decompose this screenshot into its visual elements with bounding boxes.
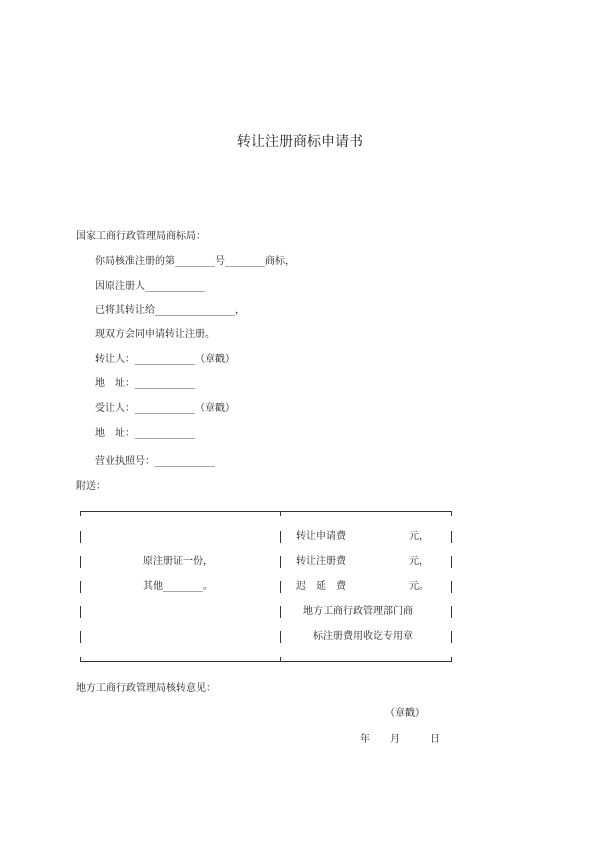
fee-unit: 元， [409, 531, 429, 542]
form-line: 营业执照号：____________ [95, 456, 215, 467]
fee-label: 转让注册费 [296, 556, 346, 567]
fee-label: 迟 延 费 [296, 581, 346, 592]
stamp-note: 地方工商行政管理部门商 [303, 606, 413, 617]
fee-label: 转让申请费 [296, 531, 346, 542]
attachment-item: 原注册证一份， [143, 556, 213, 567]
addressee: 国家工商行政管理局商标局： [76, 231, 206, 242]
date-line: 年 月 日 [360, 734, 440, 745]
form-line: 地 址：____________ [95, 428, 195, 439]
form-line: 已将其转让给________________， [95, 305, 245, 316]
fee-unit: 元， [409, 556, 429, 567]
stamp-mark: （章戳） [385, 708, 425, 719]
stamp-note: 标注册费用收讫专用章 [313, 631, 413, 642]
form-line: 你局核准注册的第________号________商标， [95, 256, 295, 267]
document-title: 转让注册商标申请书 [237, 134, 363, 150]
form-line: 转让人：____________（章戳） [95, 354, 235, 365]
fee-unit: 元。 [409, 581, 429, 592]
form-line: 受让人：____________（章戳） [95, 403, 235, 414]
form-line: 因原注册人____________ [95, 281, 205, 292]
opinion-label: 地方工商行政管理局核转意见： [76, 683, 216, 694]
form-line: 地 址：____________ [95, 378, 195, 389]
attachment-item: 其他________。 [143, 581, 213, 592]
attachments-label: 附送： [76, 481, 106, 492]
form-line: 现双方会同申请转让注册。 [95, 329, 215, 340]
